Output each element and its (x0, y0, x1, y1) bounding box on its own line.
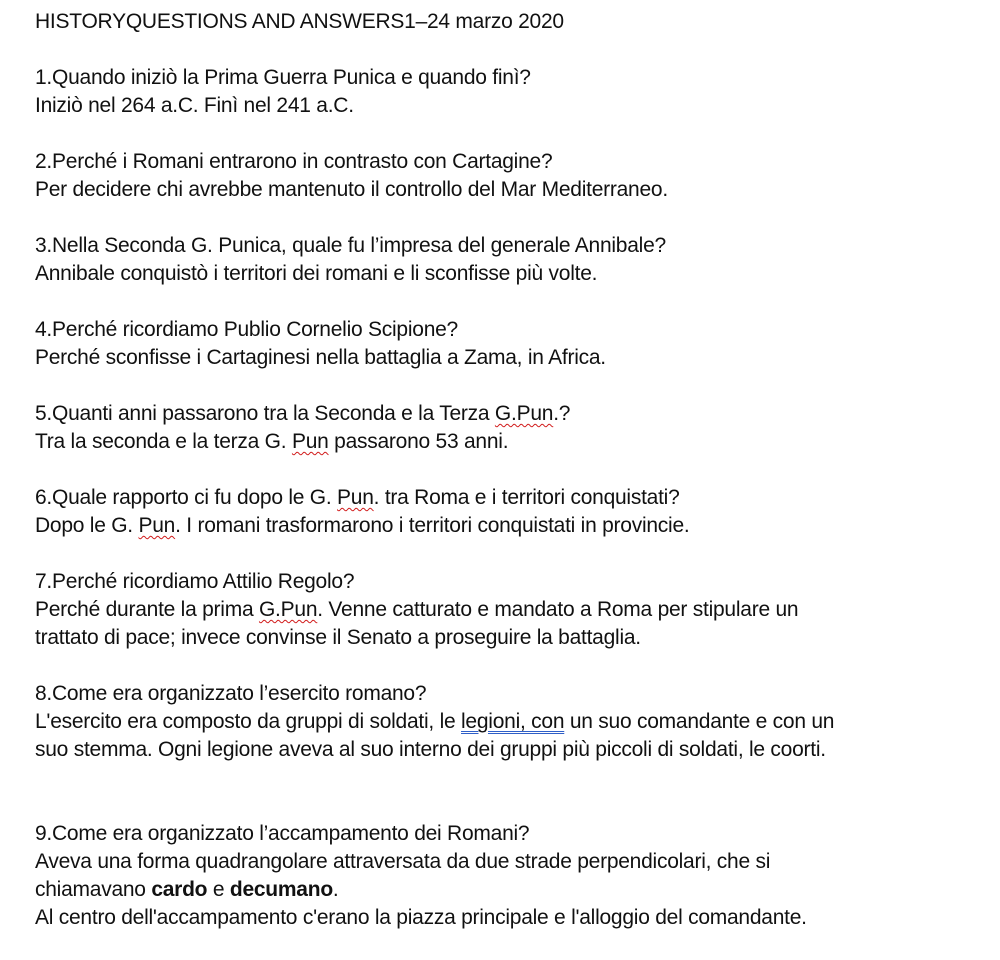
question-4: 4.Perché ricordiamo Publio Cornelio Scipione? (35, 318, 458, 341)
answer-6-text-start: Dopo le G. (35, 514, 139, 537)
qa-item-5 (35, 400, 995, 456)
term-decumano: decumano (229, 878, 333, 901)
spelling-flag[interactable]: Pun (138, 514, 176, 537)
answer-7-text-start: Perché durante la prima (35, 598, 259, 621)
answer-9-period: . (332, 878, 339, 901)
answer-9-line-2 (35, 876, 995, 904)
question-5 (35, 400, 995, 428)
qa-item-8 (35, 680, 995, 764)
question-9: 9.Come era organizzato l’accampamento dei Romani? (35, 822, 530, 845)
answer-8-line-2: suo stemma. Ogni legione aveva al suo interno dei gruppi più piccoli di soldati, le coorti. (35, 738, 826, 761)
answer-9-text-start: chiamavano (35, 878, 152, 901)
qa-item-2 (35, 148, 995, 204)
answer-6 (35, 512, 995, 540)
spelling-flag[interactable]: G.Pun (494, 402, 554, 425)
spelling-flag[interactable]: Pun (291, 430, 329, 453)
answer-8-line-1 (35, 708, 995, 736)
document-title: HISTORYQUESTIONS AND ANSWERS1–24 marzo 2020 (35, 10, 564, 33)
question-2: 2.Perché i Romani entrarono in contrasto con Cartagine? (35, 150, 553, 173)
spelling-flag[interactable]: Pun (337, 486, 374, 509)
qa-item-4 (35, 316, 995, 372)
question-3: 3.Nella Seconda G. Punica, quale fu l’impresa del generale Annibale? (35, 234, 666, 257)
answer-9-line-3: Al centro dell'accampamento c'erano la piazza principale e l'alloggio del comandante. (35, 906, 807, 929)
question-5-text-start: 5.Quanti anni passarono tra la Seconda e la Terza (35, 402, 495, 425)
question-7: 7.Perché ricordiamo Attilio Regolo? (35, 570, 355, 593)
answer-7-text-end: . Venne catturato e mandato a Roma per stipulare un (317, 598, 799, 621)
answer-5-text-start: Tra la seconda e la terza G. (35, 430, 292, 453)
answer-5 (35, 428, 995, 456)
answer-9-conjunction: e (207, 878, 230, 901)
qa-item-6 (35, 484, 995, 540)
answer-1: Iniziò nel 264 a.C. Finì nel 241 a.C. (35, 94, 354, 117)
document-body (35, 8, 995, 960)
answer-2: Per decidere chi avrebbe mantenuto il controllo del Mar Mediterraneo. (35, 178, 668, 201)
answer-6-text-end: . I romani trasformarono i territori conquistati in provincie. (175, 514, 690, 537)
question-8: 8.Come era organizzato l’esercito romano? (35, 682, 427, 705)
question-6 (35, 484, 995, 512)
answer-8-text-end: un suo comandante e con un (564, 710, 835, 733)
question-5-text-end: .? (553, 402, 571, 425)
qa-item-1 (35, 64, 995, 120)
qa-item-3 (35, 232, 995, 288)
question-6-text-start: 6.Quale rapporto ci fu dopo le G. (35, 486, 338, 509)
question-6-text-end: . tra Roma e i territori conquistati? (373, 486, 680, 509)
question-1: 1.Quando iniziò la Prima Guerra Punica e quando finì? (35, 66, 531, 89)
answer-3: Annibale conquistò i territori dei romani e li sconfisse più volte. (35, 262, 598, 285)
term-cardo: cardo (151, 878, 208, 901)
answer-8-text-start: L'esercito era composto da gruppi di soldati, le (35, 710, 462, 733)
spelling-flag[interactable]: G.Pun (258, 598, 318, 621)
qa-item-7 (35, 568, 995, 652)
answer-5-text-end: passarono 53 anni. (328, 430, 509, 453)
answer-7-line-1 (35, 596, 995, 624)
qa-item-9 (35, 820, 995, 932)
answer-4: Perché sconfisse i Cartaginesi nella battaglia a Zama, in Africa. (35, 346, 606, 369)
answer-7-line-2: trattato di pace; invece convinse il Senato a proseguire la battaglia. (35, 626, 641, 649)
grammar-flag[interactable]: legioni, con (461, 710, 565, 733)
answer-9-line-1: Aveva una forma quadrangolare attraversata da due strade perpendicolari, che si (35, 850, 771, 873)
